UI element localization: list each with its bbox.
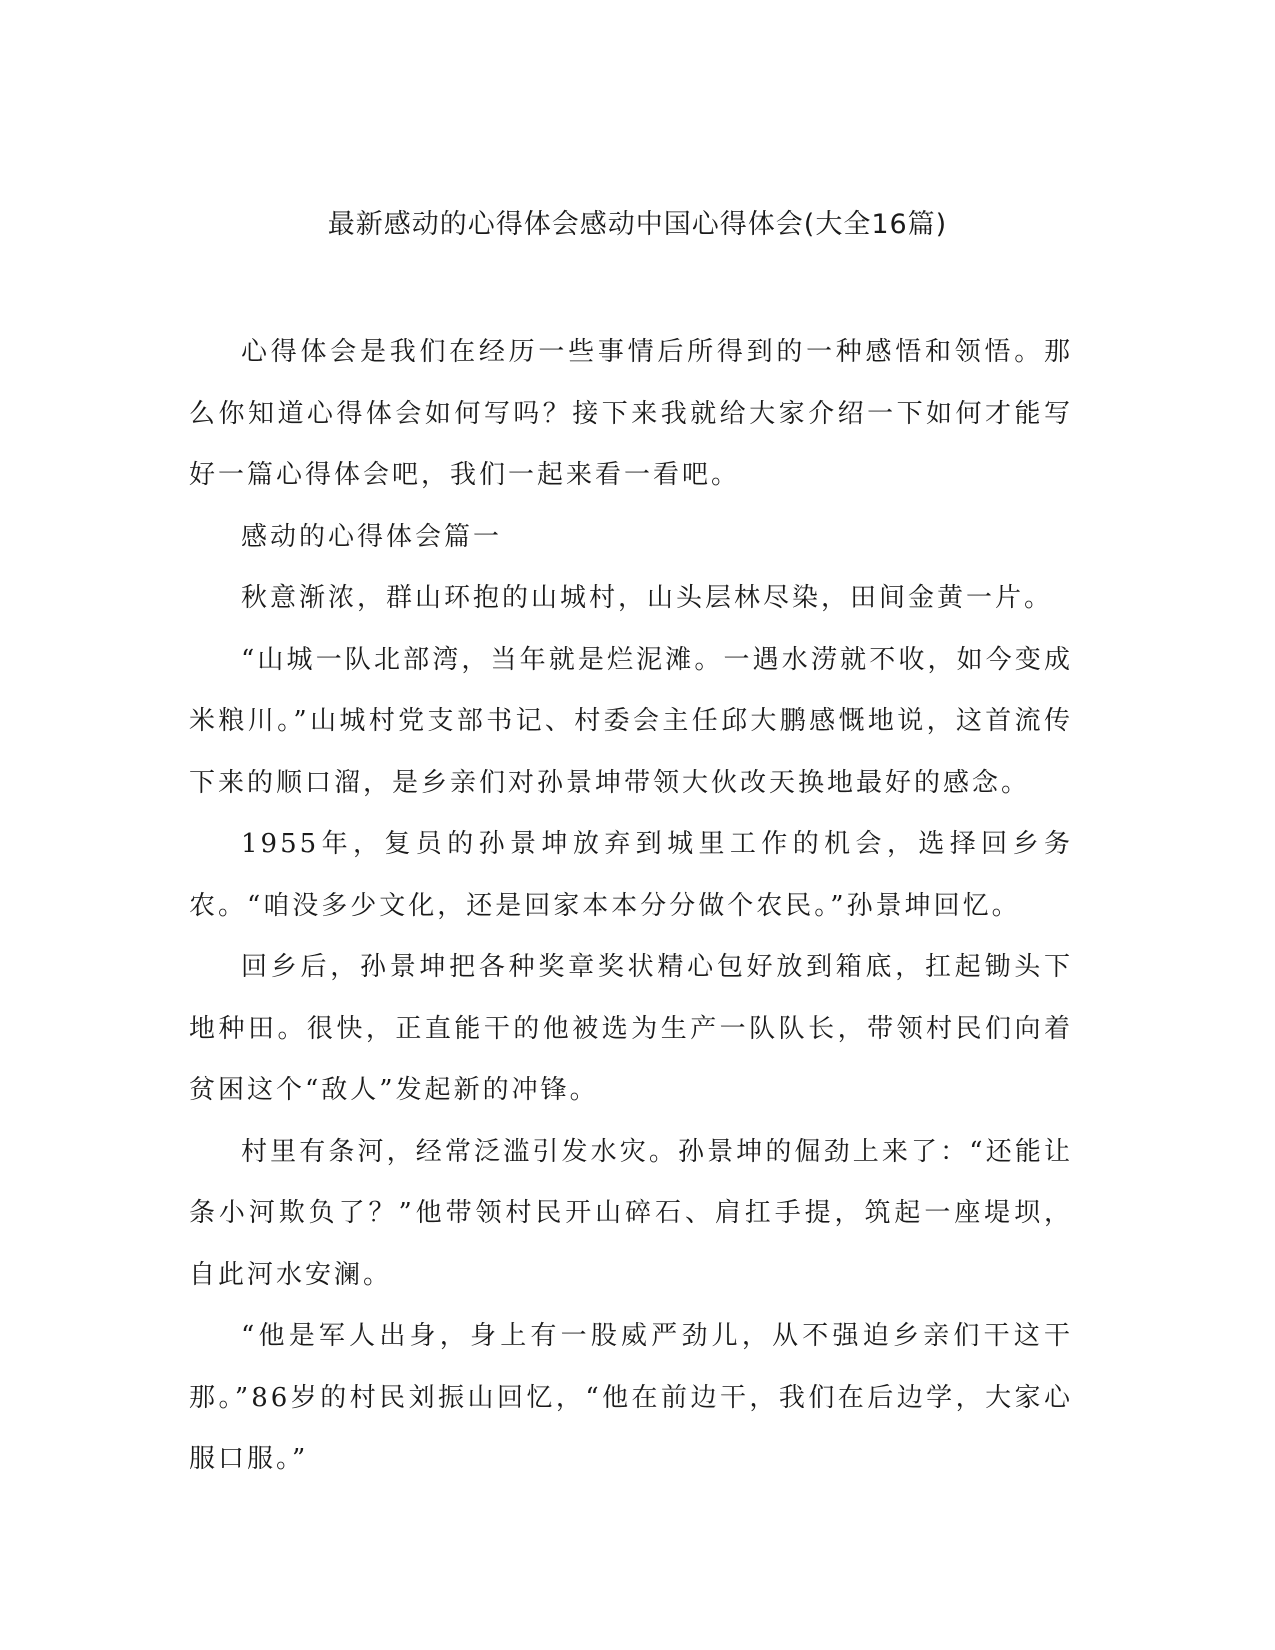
document-body xyxy=(189,322,1073,1491)
paragraph: 1955年，复员的孙景坤放弃到城里工作的机会，选择回乡务农。“咱没多少文化，还是回家本本分分做个农民。”孙景坤回忆。 xyxy=(189,829,1073,921)
paragraph-intro: 心得体会是我们在经历一些事情后所得到的一种感悟和领悟。那么你知道心得体会如何写吗？接下来我就给大家介绍一下如何才能写好一篇心得体会吧，我们一起来看一看吧。 xyxy=(189,337,1073,490)
paragraph: “山城一队北部湾，当年就是烂泥滩。一遇水涝就不收，如今变成米粮川。”山城村党支部书记、村委会主任邱大鹏感慨地说，这首流传下来的顺口溜，是乡亲们对孙景坤带领大伙改天换地最好的感念。 xyxy=(189,644,1073,798)
document-title: 最新感动的心得体会感动中国心得体会(大全16篇) xyxy=(327,209,948,240)
paragraph: 秋意渐浓，群山环抱的山城村，山头层林尽染，田间金黄一片。 xyxy=(241,583,1054,613)
paragraph: 回乡后，孙景坤把各种奖章奖状精心包好放到箱底，扛起锄头下地种田。很快，正直能干的他被选为生产一队队长，带领村民们向着贫困这个“敌人”发起新的冲锋。 xyxy=(189,952,1073,1105)
paragraph: 村里有条河，经常泛滥引发水灾。孙景坤的倔劲上来了：“还能让条小河欺负了？”他带领村民开山碎石、肩扛手提，筑起一座堤坝，自此河水安澜。 xyxy=(189,1136,1073,1290)
paragraph: “他是军人出身，身上有一股威严劲儿，从不强迫乡亲们干这干那。”86岁的村民刘振山回忆，“他在前边干，我们在后边学，大家心服口服。” xyxy=(189,1321,1073,1474)
section-heading: 感动的心得体会篇一 xyxy=(241,521,503,552)
